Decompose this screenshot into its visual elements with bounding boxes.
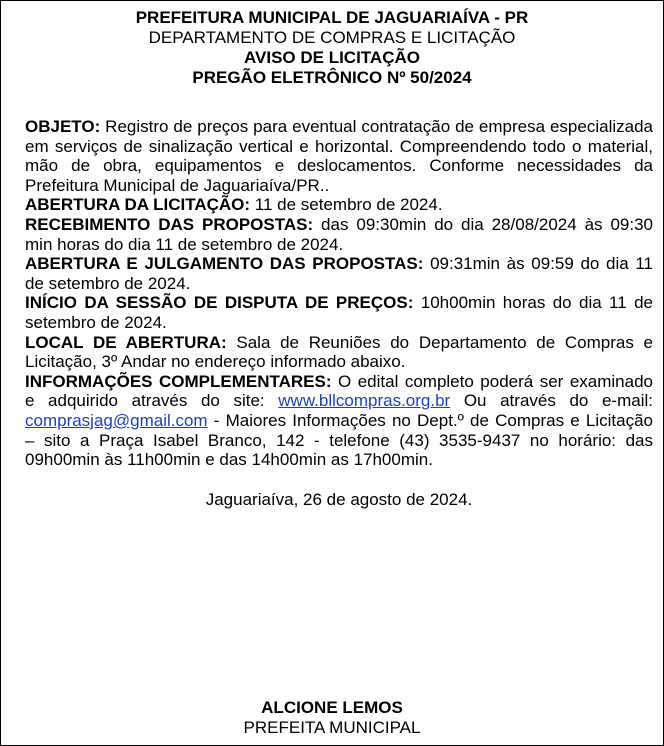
objeto-paragraph (25, 117, 653, 195)
disputa-label: INÍCIO DA SESSÃO DE DISPUTA DE PREÇOS: (25, 293, 414, 313)
notice-header (1, 1, 663, 88)
recebimento-paragraph (25, 215, 653, 254)
contact-details-text: - Maiores Informações no Dept.º de Compras e Licitação – sito a Praça Isabel Branco, 142 - telefone (43) 3535-9437 no horário: das 09h00min às 11h00min e das 14h00min as 17h00min. (25, 410, 653, 470)
email-intro-text: Ou através do e-mail: (450, 391, 653, 411)
notice-type-title: AVISO DE LICITAÇÃO (244, 48, 420, 67)
signatory-name: ALCIONE LEMOS (261, 698, 403, 717)
website-link[interactable]: www.bllcompras.org.br (278, 391, 451, 411)
abertura-paragraph (25, 195, 653, 215)
informacoes-paragraph (25, 372, 653, 470)
local-text: Sala de Reuniões do Departamento de Compras e Licitação, 3º Andar no endereço informado abaixo. (25, 332, 653, 372)
signatory-role: PREFEITA MUNICIPAL (243, 718, 421, 737)
objeto-label: OBJETO: (25, 117, 101, 136)
informacoes-label: INFORMAÇÕES COMPLEMENTARES: (25, 371, 332, 391)
email-link[interactable]: comprasjag@gmail.com (25, 410, 208, 430)
julgamento-label: ABERTURA E JULGAMENTO DAS PROPOSTAS: (25, 254, 424, 274)
julgamento-text: 09:31min às 09:59 do dia 11 de setembro de 2024. (25, 254, 653, 293)
notice-body (1, 88, 663, 509)
informacoes-text: O edital completo poderá ser examinado e adquirido através do site: (25, 371, 653, 411)
local-label: LOCAL DE ABERTURA: (25, 332, 227, 352)
disputa-paragraph (25, 293, 653, 332)
julgamento-paragraph (25, 254, 653, 293)
objeto-text: Registro de preços para eventual contratação de empresa especializada em serviços de sinalização vertical e horizontal. Compreendendo todo o material, mão de obra, equipamentos e deslocamentos. Conforme necessidades da Prefeitura Municipal de Jaguariaíva/PR.. (25, 117, 653, 195)
municipality-title: PREFEITURA MUNICIPAL DE JAGUARIAÍVA - PR (135, 8, 529, 27)
auction-number-title: PREGÃO ELETRÔNICO Nº 50/2024 (192, 68, 472, 87)
signature-block (1, 698, 663, 738)
department-title: DEPARTAMENTO DE COMPRAS E LICITAÇÃO (148, 28, 516, 47)
disputa-text: 10h00min horas do dia 11 de setembro de 2024. (25, 293, 653, 332)
local-paragraph (25, 333, 653, 372)
recebimento-label: RECEBIMENTO DAS PROPOSTAS: (25, 214, 314, 234)
abertura-label: ABERTURA DA LICITAÇÃO: (25, 195, 251, 215)
abertura-text: 11 de setembro de 2024. (250, 195, 443, 215)
dateline: Jaguariaíva, 26 de agosto de 2024. (205, 489, 473, 509)
recebimento-text: das 09:30min do dia 28/08/2024 às 09:30 min horas do dia 11 de setembro de 2024. (25, 214, 653, 254)
